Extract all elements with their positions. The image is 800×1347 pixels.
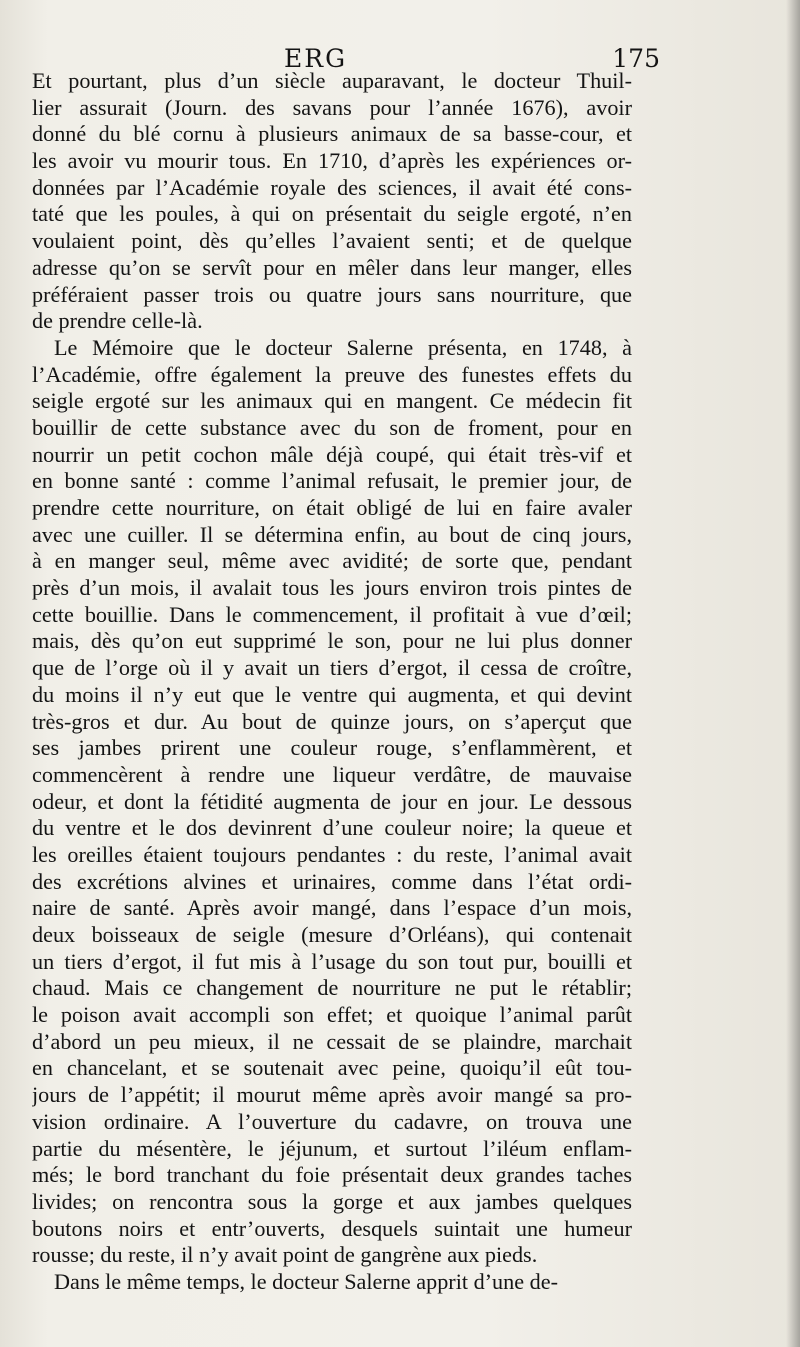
text-line: odeur, et dont la fétidité augmenta de jour en jour. Le dessous — [32, 788, 632, 814]
text-line: bouillir de cette substance avec du son de froment, pour en — [32, 414, 632, 440]
text-line: mais, dès qu’on eut supprimé le son, pour ne lui plus donner — [32, 628, 632, 654]
text-line: le poison avait accompli son effet; et quoique l’animal parût — [32, 1002, 632, 1028]
text-line: rousse; du reste, il n’y avait point de gangrène aux pieds. — [32, 1242, 538, 1268]
text-line: du ventre et le dos devinrent d’une couleur noire; la queue et — [32, 815, 632, 841]
text-line: taté que les poules, à qui on présentait du seigle ergoté, n’en — [32, 201, 632, 227]
text-line: commencèrent à rendre une liqueur verdâtre, de mauvaise — [32, 761, 632, 787]
text-line: en chancelant, et se soutenait avec peine, quoiqu’il eût tou- — [32, 1055, 632, 1081]
text-line: les oreilles étaient toujours pendantes : du reste, l’animal avait — [32, 841, 632, 867]
paragraph — [32, 335, 632, 1269]
text-line: livides; on rencontra sous la gorge et aux jambes quelques — [32, 1188, 632, 1214]
text-line: prendre cette nourriture, on était obligé de lui en faire avaler — [32, 495, 632, 520]
text-line: Dans le même temps, le docteur Salerne apprit d’une de- — [54, 1268, 558, 1294]
text-line: Et pourtant, plus d’un siècle auparavant, le docteur Thuil- — [32, 68, 632, 93]
text-line: de prendre celle-là. — [32, 308, 203, 334]
text-line: vision ordinaire. A l’ouverture du cadavre, on trouva une — [32, 1108, 632, 1134]
text-line: deux boisseaux de seigle (mesure d’Orléans), qui contenait — [32, 922, 632, 947]
text-line: adresse qu’on se servît pour en mêler dans leur manger, elles — [32, 254, 632, 280]
page-number: 175 — [612, 44, 660, 73]
text-line: du moins il n’y eut que le ventre qui augmenta, et qui devint — [32, 681, 632, 707]
text-line: un tiers d’ergot, il fut mis à l’usage du son tout pur, bouilli et — [32, 948, 632, 974]
text-line: cette bouillie. Dans le commencement, il profitait à vue d’œil; — [32, 601, 632, 627]
paragraph — [32, 1269, 632, 1296]
text-line: Le Mémoire que le docteur Salerne présenta, en 1748, à — [54, 334, 632, 360]
text-line: jours de l’appétit; il mourut même après avoir mangé sa pro- — [32, 1082, 632, 1108]
text-line: que de l’orge où il y avait un tiers d’ergot, il cessa de croître, — [32, 655, 632, 681]
text-line: très-gros et dur. Au bout de quinze jours, on s’aperçut que — [32, 708, 632, 734]
text-line: d’abord un peu mieux, il ne cessait de se plaindre, marchait — [32, 1028, 632, 1054]
text-line: boutons noirs et entr’ouverts, desquels suintait une humeur — [32, 1215, 632, 1241]
paragraph — [32, 68, 632, 335]
text-line: ses jambes prirent une couleur rouge, s’enflammèrent, et — [32, 735, 632, 761]
text-line: l’Académie, offre également la preuve des funestes effets du — [32, 361, 632, 387]
text-line: à en manger seul, même avec avidité; de sorte que, pendant — [32, 548, 632, 574]
text-line: lier assurait (Journ. des savans pour l’année 1676), avoir — [32, 94, 632, 120]
text-line: avec une cuiller. Il se détermina enfin, au bout de cinq jours, — [32, 521, 632, 547]
text-line: donné du blé cornu à plusieurs animaux de sa basse-cour, et — [32, 121, 632, 147]
text-line: nourrir un petit cochon mâle déjà coupé, qui était très-vif et — [32, 441, 632, 467]
text-line: naire de santé. Après avoir mangé, dans l’espace d’un mois, — [32, 895, 632, 921]
text-line: les avoir vu mourir tous. En 1710, d’après les expériences or- — [32, 148, 632, 174]
text-line: près d’un mois, il avalait tous les jours environ trois pintes de — [32, 575, 632, 601]
text-line: données par l’Académie royale des sciences, il avait été cons- — [32, 174, 632, 200]
running-head: ERG — [284, 44, 348, 73]
text-line: voulaient point, dès qu’elles l’avaient senti; et de quelque — [32, 228, 632, 254]
text-line: més; le bord tranchant du foie présentait deux grandes taches — [32, 1162, 632, 1188]
text-line: partie du mésentère, le jéjunum, et surtout l’iléum enflam- — [32, 1135, 632, 1161]
text-line: chaud. Mais ce changement de nourriture ne put le rétablir; — [32, 975, 632, 1001]
body-text — [32, 68, 632, 1296]
text-line: seigle ergoté sur les animaux qui en mangent. Ce médecin fit — [32, 388, 632, 414]
text-line: en bonne santé : comme l’animal refusait, le premier jour, de — [32, 468, 632, 494]
text-line: préféraient passer trois ou quatre jours sans nourriture, que — [32, 281, 632, 307]
text-line: des excrétions alvines et urinaires, comme dans l’état ordi- — [32, 868, 632, 894]
